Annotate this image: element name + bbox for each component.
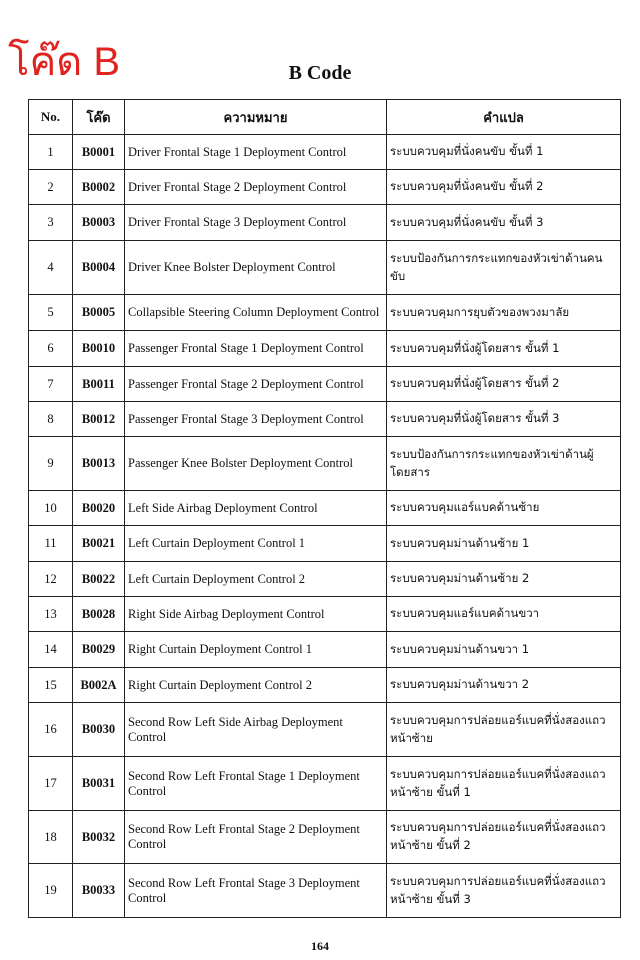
row-number: 8 xyxy=(29,402,73,437)
row-meaning: Left Side Airbag Deployment Control xyxy=(125,491,387,526)
row-code: B0029 xyxy=(73,632,125,668)
row-meaning: Passenger Knee Bolster Deployment Control xyxy=(125,437,387,491)
row-code: B0012 xyxy=(73,402,125,437)
row-number: 19 xyxy=(29,864,73,918)
row-meaning: Driver Knee Bolster Deployment Control xyxy=(125,241,387,295)
row-code: B0011 xyxy=(73,367,125,402)
row-meaning: Second Row Left Frontal Stage 2 Deployment Control xyxy=(125,811,387,864)
row-translation: ระบบควบคุมม่านด้านซ้าย 2 xyxy=(387,562,621,597)
row-code: B0003 xyxy=(73,205,125,241)
row-code: B0028 xyxy=(73,597,125,632)
table-row xyxy=(29,170,621,205)
red-heading: โค๊ด B xyxy=(8,40,121,84)
row-number: 6 xyxy=(29,331,73,367)
header-translation: คำแปล xyxy=(387,100,621,135)
row-translation: ระบบควบคุมที่นั่งคนขับ ขั้นที่ 2 xyxy=(387,170,621,205)
row-translation: ระบบควบคุมแอร์แบคด้านซ้าย xyxy=(387,491,621,526)
table-row xyxy=(29,331,621,367)
row-translation: ระบบป้องกันการกระแทกของหัวเข่าด้านผู้โดยสาร xyxy=(387,437,621,491)
table-row xyxy=(29,135,621,170)
page-title: B Code xyxy=(288,62,352,84)
row-meaning: Second Row Left Side Airbag Deployment Control xyxy=(125,703,387,757)
row-meaning: Second Row Left Frontal Stage 3 Deployment Control xyxy=(125,864,387,918)
row-meaning: Left Curtain Deployment Control 2 xyxy=(125,562,387,597)
header-meaning: ความหมาย xyxy=(125,100,387,135)
table-row xyxy=(29,402,621,437)
row-translation: ระบบควบคุมการปล่อยแอร์แบคที่นั่งสองแถวหน้าซ้าย ขั้นที่ 1 xyxy=(387,757,621,811)
row-meaning: Right Side Airbag Deployment Control xyxy=(125,597,387,632)
table-row xyxy=(29,811,621,864)
row-code: B0022 xyxy=(73,562,125,597)
header-code: โค๊ด xyxy=(73,100,125,135)
row-number: 15 xyxy=(29,668,73,703)
row-number: 3 xyxy=(29,205,73,241)
row-number: 4 xyxy=(29,241,73,295)
row-code: B0005 xyxy=(73,295,125,331)
row-meaning: Second Row Left Frontal Stage 1 Deployment Control xyxy=(125,757,387,811)
row-number: 17 xyxy=(29,757,73,811)
table-row xyxy=(29,562,621,597)
row-meaning: Driver Frontal Stage 1 Deployment Control xyxy=(125,135,387,170)
row-meaning: Driver Frontal Stage 2 Deployment Control xyxy=(125,170,387,205)
row-code: B0021 xyxy=(73,526,125,562)
row-number: 9 xyxy=(29,437,73,491)
row-number: 12 xyxy=(29,562,73,597)
row-translation: ระบบควบคุมม่านด้านขวา 2 xyxy=(387,668,621,703)
row-translation: ระบบควบคุมที่นั่งคนขับ ขั้นที่ 3 xyxy=(387,205,621,241)
code-table xyxy=(28,99,621,918)
row-meaning: Passenger Frontal Stage 2 Deployment Control xyxy=(125,367,387,402)
row-translation: ระบบควบคุมการยุบตัวของพวงมาลัย xyxy=(387,295,621,331)
row-code: B0010 xyxy=(73,331,125,367)
header-no: No. xyxy=(29,100,73,135)
row-translation: ระบบควบคุมที่นั่งผู้โดยสาร ขั้นที่ 2 xyxy=(387,367,621,402)
row-translation: ระบบควบคุมม่านด้านขวา 1 xyxy=(387,632,621,668)
row-number: 10 xyxy=(29,491,73,526)
row-code: B0031 xyxy=(73,757,125,811)
row-translation: ระบบควบคุมการปล่อยแอร์แบคที่นั่งสองแถวหน้าซ้าย ขั้นที่ 3 xyxy=(387,864,621,918)
header-row xyxy=(29,100,621,135)
table-row xyxy=(29,864,621,918)
row-code: B0013 xyxy=(73,437,125,491)
table-row xyxy=(29,491,621,526)
table-row xyxy=(29,367,621,402)
table-row xyxy=(29,632,621,668)
row-number: 18 xyxy=(29,811,73,864)
row-code: B0033 xyxy=(73,864,125,918)
table-body xyxy=(29,135,621,918)
row-meaning: Right Curtain Deployment Control 2 xyxy=(125,668,387,703)
table-row xyxy=(29,526,621,562)
row-translation: ระบบควบคุมที่นั่งคนขับ ขั้นที่ 1 xyxy=(387,135,621,170)
row-translation: ระบบควบคุมแอร์แบคด้านขวา xyxy=(387,597,621,632)
table-row xyxy=(29,437,621,491)
row-translation: ระบบป้องกันการกระแทกของหัวเข่าด้านคนขับ xyxy=(387,241,621,295)
table-row xyxy=(29,757,621,811)
table-row xyxy=(29,295,621,331)
row-number: 11 xyxy=(29,526,73,562)
row-code: B0001 xyxy=(73,135,125,170)
page-number: 164 xyxy=(311,939,329,953)
row-translation: ระบบควบคุมที่นั่งผู้โดยสาร ขั้นที่ 1 xyxy=(387,331,621,367)
table-row xyxy=(29,241,621,295)
row-translation: ระบบควบคุมการปล่อยแอร์แบคที่นั่งสองแถวหน้าซ้าย ขั้นที่ 2 xyxy=(387,811,621,864)
table-row xyxy=(29,597,621,632)
row-code: B0020 xyxy=(73,491,125,526)
row-translation: ระบบควบคุมที่นั่งผู้โดยสาร ขั้นที่ 3 xyxy=(387,402,621,437)
table-row xyxy=(29,668,621,703)
row-number: 2 xyxy=(29,170,73,205)
row-meaning: Driver Frontal Stage 3 Deployment Control xyxy=(125,205,387,241)
row-number: 16 xyxy=(29,703,73,757)
table-row xyxy=(29,205,621,241)
row-meaning: Passenger Frontal Stage 3 Deployment Control xyxy=(125,402,387,437)
row-code: B002A xyxy=(73,668,125,703)
row-code: B0002 xyxy=(73,170,125,205)
row-number: 13 xyxy=(29,597,73,632)
row-translation: ระบบควบคุมการปล่อยแอร์แบคที่นั่งสองแถวหน้าซ้าย xyxy=(387,703,621,757)
row-code: B0004 xyxy=(73,241,125,295)
row-number: 14 xyxy=(29,632,73,668)
row-translation: ระบบควบคุมม่านด้านซ้าย 1 xyxy=(387,526,621,562)
row-code: B0032 xyxy=(73,811,125,864)
row-code: B0030 xyxy=(73,703,125,757)
row-number: 1 xyxy=(29,135,73,170)
row-meaning: Left Curtain Deployment Control 1 xyxy=(125,526,387,562)
row-number: 5 xyxy=(29,295,73,331)
row-meaning: Passenger Frontal Stage 1 Deployment Control xyxy=(125,331,387,367)
row-number: 7 xyxy=(29,367,73,402)
row-meaning: Right Curtain Deployment Control 1 xyxy=(125,632,387,668)
row-meaning: Collapsible Steering Column Deployment Control xyxy=(125,295,387,331)
table-row xyxy=(29,703,621,757)
